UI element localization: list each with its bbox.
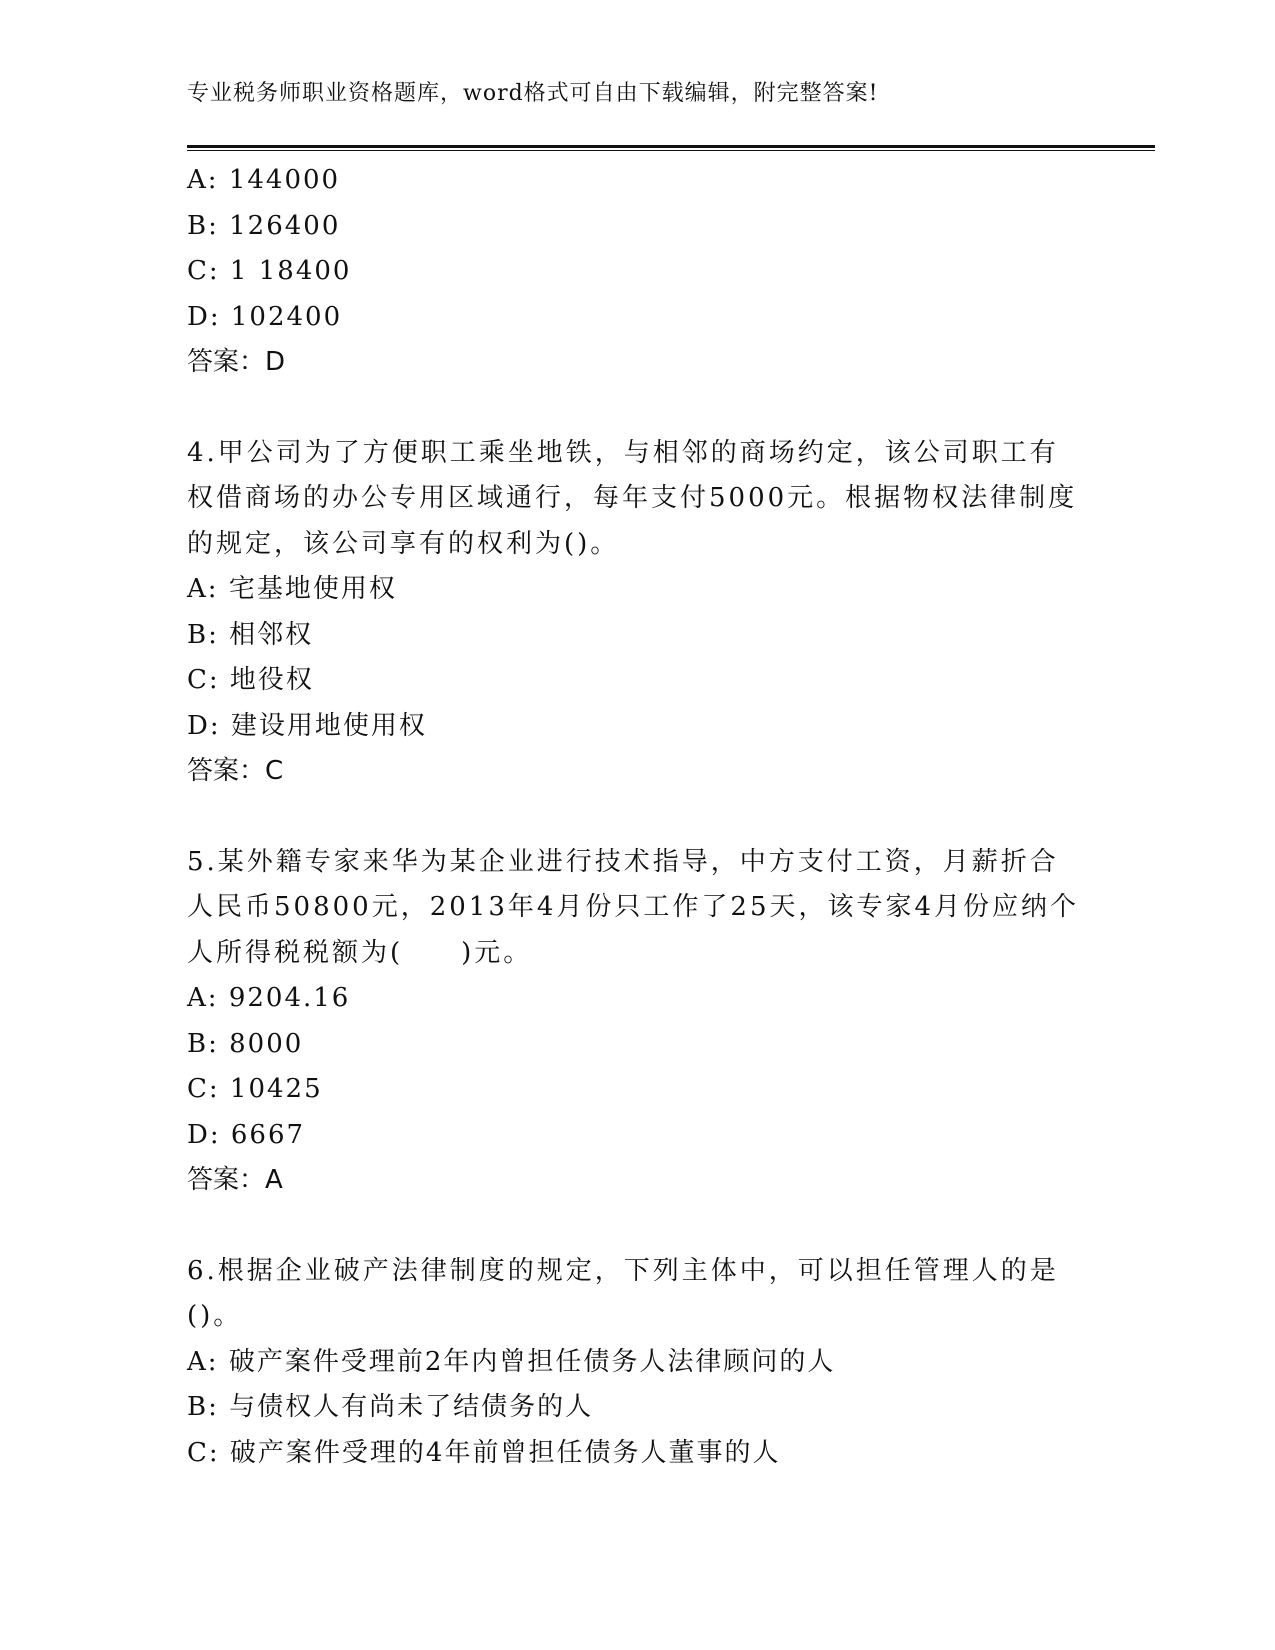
option-label: C: (187, 665, 220, 695)
option-label: D: (187, 710, 221, 741)
spacer (187, 1204, 1087, 1249)
option-c (187, 1431, 1087, 1477)
option-label: B: (187, 1028, 219, 1059)
option-d (187, 1113, 1087, 1159)
option-b (187, 204, 1087, 250)
option-text: 6667 (230, 1119, 306, 1150)
option-label: C: (187, 256, 220, 286)
option-a (187, 976, 1087, 1022)
option-b (187, 1385, 1087, 1431)
option-label: C: (187, 1074, 220, 1104)
option-label: A: (187, 1346, 219, 1377)
option-text: 10425 (229, 1074, 323, 1104)
option-a (187, 1340, 1087, 1386)
option-text: 相邻权 (229, 619, 314, 650)
header-title: 专业税务师职业资格题库，word格式可自由下载编辑，附完整答案! (187, 81, 879, 106)
option-text: 1 18400 (229, 256, 352, 286)
option-d (187, 295, 1087, 341)
question-stem-line: 的规定，该公司享有的权利为()。 (187, 528, 620, 559)
option-text: 破产案件受理的4年前曾担任债务人董事的人 (229, 1437, 781, 1468)
answer: 答案：D (187, 347, 286, 377)
spacer (187, 386, 1087, 431)
option-text: 地役权 (229, 665, 314, 695)
header-divider-thick (187, 145, 1155, 148)
question-stem-line: ()。 (187, 1301, 243, 1331)
option-label: B: (187, 619, 219, 650)
header-divider (187, 145, 1155, 152)
question-stem-line: 5.某外籍专家来华为某企业进行技术指导，中方支付工资，月薪折合 (187, 846, 1059, 877)
option-label: B: (187, 210, 219, 241)
question-stem-line: 4.甲公司为了方便职工乘坐地铁，与相邻的商场约定，该公司职工有 (187, 437, 1059, 468)
option-text: 与债权人有尚未了结债务的人 (229, 1392, 594, 1422)
option-label: A: (187, 574, 219, 604)
question-stem-line: 权借商场的办公专用区域通行，每年支付5000元。根据物权法律制度 (187, 483, 1078, 513)
option-label: B: (187, 1392, 219, 1422)
option-c (187, 658, 1087, 704)
option-text: 破产案件受理前2年内曾担任债务人法律顾问的人 (228, 1346, 836, 1377)
option-text: 建设用地使用权 (230, 710, 427, 741)
option-c (187, 249, 1087, 295)
question-stem-line: 6.根据企业破产法律制度的规定，下列主体中，可以担任管理人的是 (187, 1255, 1059, 1286)
option-b (187, 1022, 1087, 1068)
option-text: 宅基地使用权 (228, 574, 397, 604)
question-stem-line: 人民币50800元，2013年4月份只工作了25天，该专家4月份应纳个 (187, 892, 1080, 922)
option-d (187, 704, 1087, 750)
option-label: D: (187, 301, 221, 332)
question-5 (187, 840, 1087, 1204)
answer: 答案：C (187, 756, 284, 786)
option-b (187, 613, 1087, 659)
option-text: 9204.16 (228, 983, 351, 1013)
option-label: D: (187, 1119, 221, 1150)
option-text: 126400 (229, 210, 341, 241)
question-list (187, 158, 1087, 1476)
spacer (187, 795, 1087, 840)
option-c (187, 1067, 1087, 1113)
question-6 (187, 1249, 1087, 1477)
question-4 (187, 431, 1087, 795)
answer: 答案：A (187, 1165, 283, 1195)
option-text: 102400 (230, 301, 343, 332)
option-text: 144000 (228, 165, 341, 195)
option-text: 8000 (229, 1028, 304, 1059)
option-a (187, 567, 1087, 613)
option-label: C: (187, 1437, 220, 1468)
question-3 (187, 158, 1087, 386)
option-a (187, 158, 1087, 204)
header-divider-thin (187, 150, 1155, 151)
option-label: A: (187, 983, 219, 1013)
option-label: A: (187, 165, 219, 195)
question-stem-line: 人所得税税额为( )元。 (187, 937, 533, 968)
